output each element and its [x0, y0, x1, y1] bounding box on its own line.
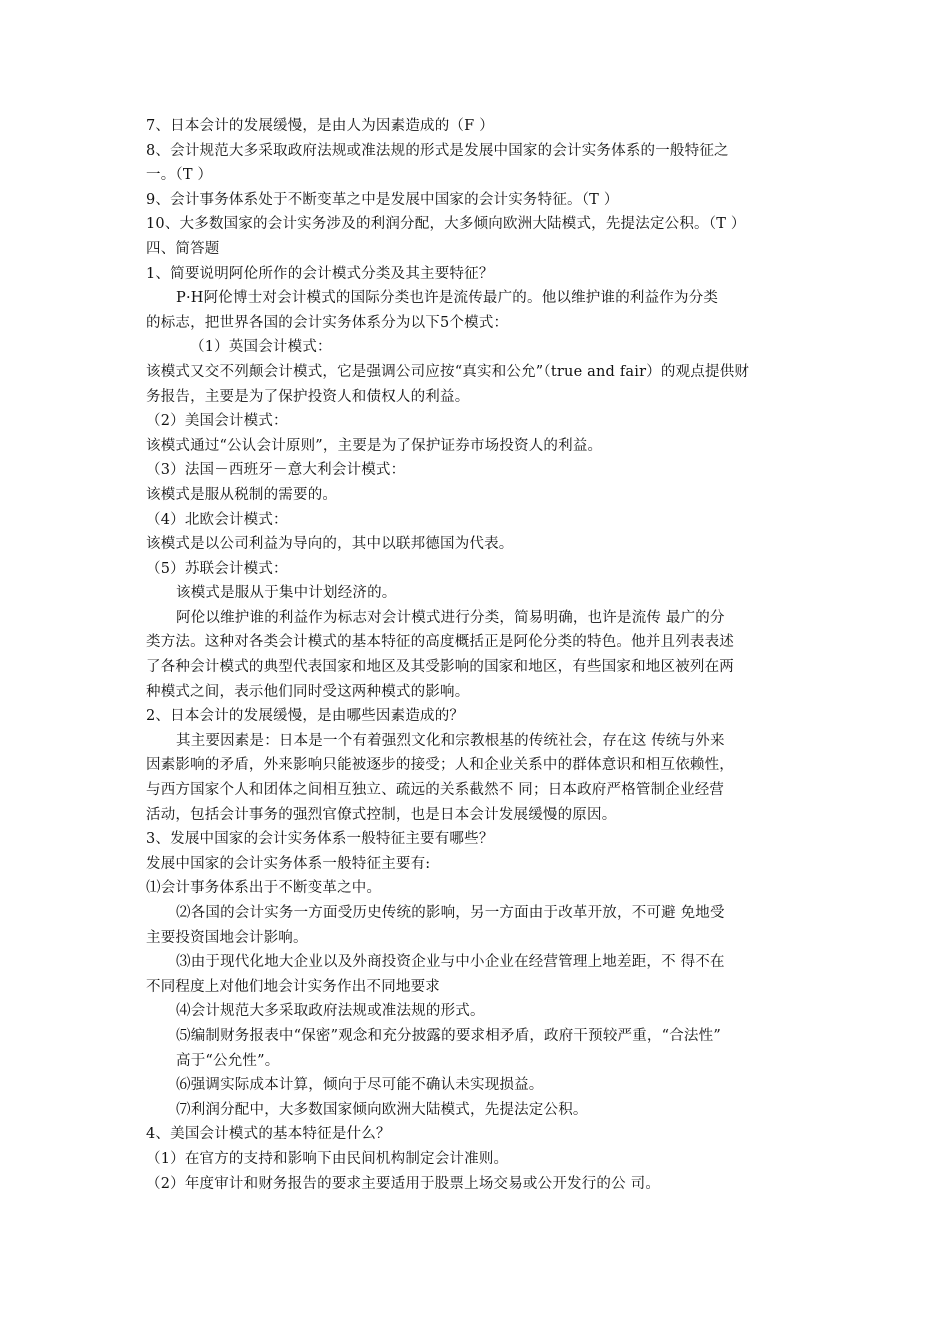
text-line: P·H阿伦博士对会计模式的国际分类也许是流传最广的。他以维护谁的利益作为分类	[176, 290, 719, 307]
text-line: 阿伦以维护谁的利益作为标志对会计模式进行分类，简易明确，也许是流传 最广的分	[176, 609, 725, 626]
text-line: 9、会计事务体系处于不断变革之中是发展中国家的会计实务特征。（T ）	[146, 191, 619, 208]
text-line: 该模式通过“公认会计原则”，主要是为了保护证券市场投资人的利益。	[146, 437, 603, 454]
text-line: （1）英国会计模式：	[190, 339, 332, 356]
text-line: 8、会计规范大多采取政府法规或准法规的形式是发展中国家的会计实务体系的一般特征之	[146, 142, 729, 159]
text-line: （1）在官方的支持和影响下由民间机构制定会计准则。	[146, 1150, 509, 1167]
text-line: 该模式是服从税制的需要的。	[146, 486, 338, 503]
text-line: 因素影响的矛盾，外来影响只能被逐步的接受；人和企业关系中的群体意识和相互依赖性，	[146, 757, 734, 774]
text-line: 7、日本会计的发展缓慢，是由人为因素造成的（F ）	[146, 118, 494, 134]
text-line: ⑸编制财务报表中“保密”观念和充分披露的要求相矛盾，政府干预较严重，“合法性”	[176, 1027, 721, 1044]
text-line: 发展中国家的会计实务体系一般特征主要有:	[146, 855, 431, 872]
text-line: 主要投资国地会计影响。	[146, 929, 308, 946]
text-line: ⑷会计规范大多采取政府法规或准法规的形式。	[176, 1003, 485, 1020]
text-line: 一。（T ）	[146, 167, 213, 184]
text-line: 了各种会计模式的典型代表国家和地区及其受影响的国家和地区，有些国家和地区被列在两	[146, 659, 734, 676]
text-line: （3）法国－西班牙－意大利会计模式：	[146, 462, 406, 479]
text-line: ⑴会计事务体系出于不断变革之中。	[146, 880, 382, 897]
text-line: 3、发展中国家的会计实务体系一般特征主要有哪些？	[146, 831, 494, 848]
text-line: 务报告，主要是为了保护投资人和债权人的利益。	[146, 388, 470, 405]
text-line: （2）美国会计模式：	[146, 413, 288, 430]
text-line: 其主要因素是：日本是一个有着强烈文化和宗教根基的传统社会，存在这 传统与外来	[176, 732, 725, 749]
text-line: 该模式是以公司利益为导向的，其中以联邦德国为代表。	[146, 536, 514, 553]
text-line: ⑵各国的会计实务一方面受历史传统的影响，另一方面由于改革开放，不可避 免地受	[176, 905, 725, 921]
text-line: 该模式又交不列颠会计模式，它是强调公司应按“真实和公允”（true and fair）的观点提供财	[146, 363, 750, 380]
text-line: 类方法。这种对各类会计模式的基本特征的高度概括正是阿伦分类的特色。他并且列表表述	[146, 634, 734, 651]
text-line: 活动，包括会计事务的强烈官僚式控制，也是日本会计发展缓慢的原因。	[146, 806, 617, 823]
text-line: ⑹强调实际成本计算，倾向于尽可能不确认未实现损益。	[176, 1077, 544, 1094]
text-line: 种模式之间，表示他们同时受这两种模式的影响。	[146, 683, 470, 700]
text-line: ⑺利润分配中，大多数国家倾向欧洲大陆模式，先提法定公积。	[176, 1101, 588, 1118]
text-line: 不同程度上对他们地会计实务作出不同地要求	[146, 978, 440, 995]
text-line: 的标志，把世界各国的会计实务体系分为以下5个模式：	[146, 314, 509, 331]
document-body	[146, 114, 816, 1196]
text-line: 1、简要说明阿伦所作的会计模式分类及其主要特征？	[146, 265, 494, 282]
text-line: 4、美国会计模式的基本特征是什么？	[146, 1126, 391, 1143]
text-line: （2）年度审计和财务报告的要求主要适用于股票上场交易或公开发行的公 司。	[146, 1175, 661, 1192]
text-line: 与西方国家个人和团体之间相互独立、疏远的关系截然不 同；日本政府严格管制企业经营	[146, 782, 725, 799]
text-line: （5）苏联会计模式：	[146, 560, 288, 577]
text-line: 该模式是服从于集中计划经济的。	[176, 585, 397, 602]
text-line: 四、简答题	[146, 240, 220, 257]
text-line: 10、大多数国家的会计实务涉及的利润分配，大多倾向欧洲大陆模式，先提法定公积。（T ）	[146, 216, 746, 233]
text-line: ⑶由于现代化地大企业以及外商投资企业与中小企业在经营管理上地差距，不 得不在	[176, 954, 725, 971]
text-line: 高于“公允性”。	[176, 1052, 280, 1069]
text-line: （4）北欧会计模式：	[146, 511, 288, 528]
text-line: 2、日本会计的发展缓慢，是由哪些因素造成的？	[146, 708, 465, 725]
